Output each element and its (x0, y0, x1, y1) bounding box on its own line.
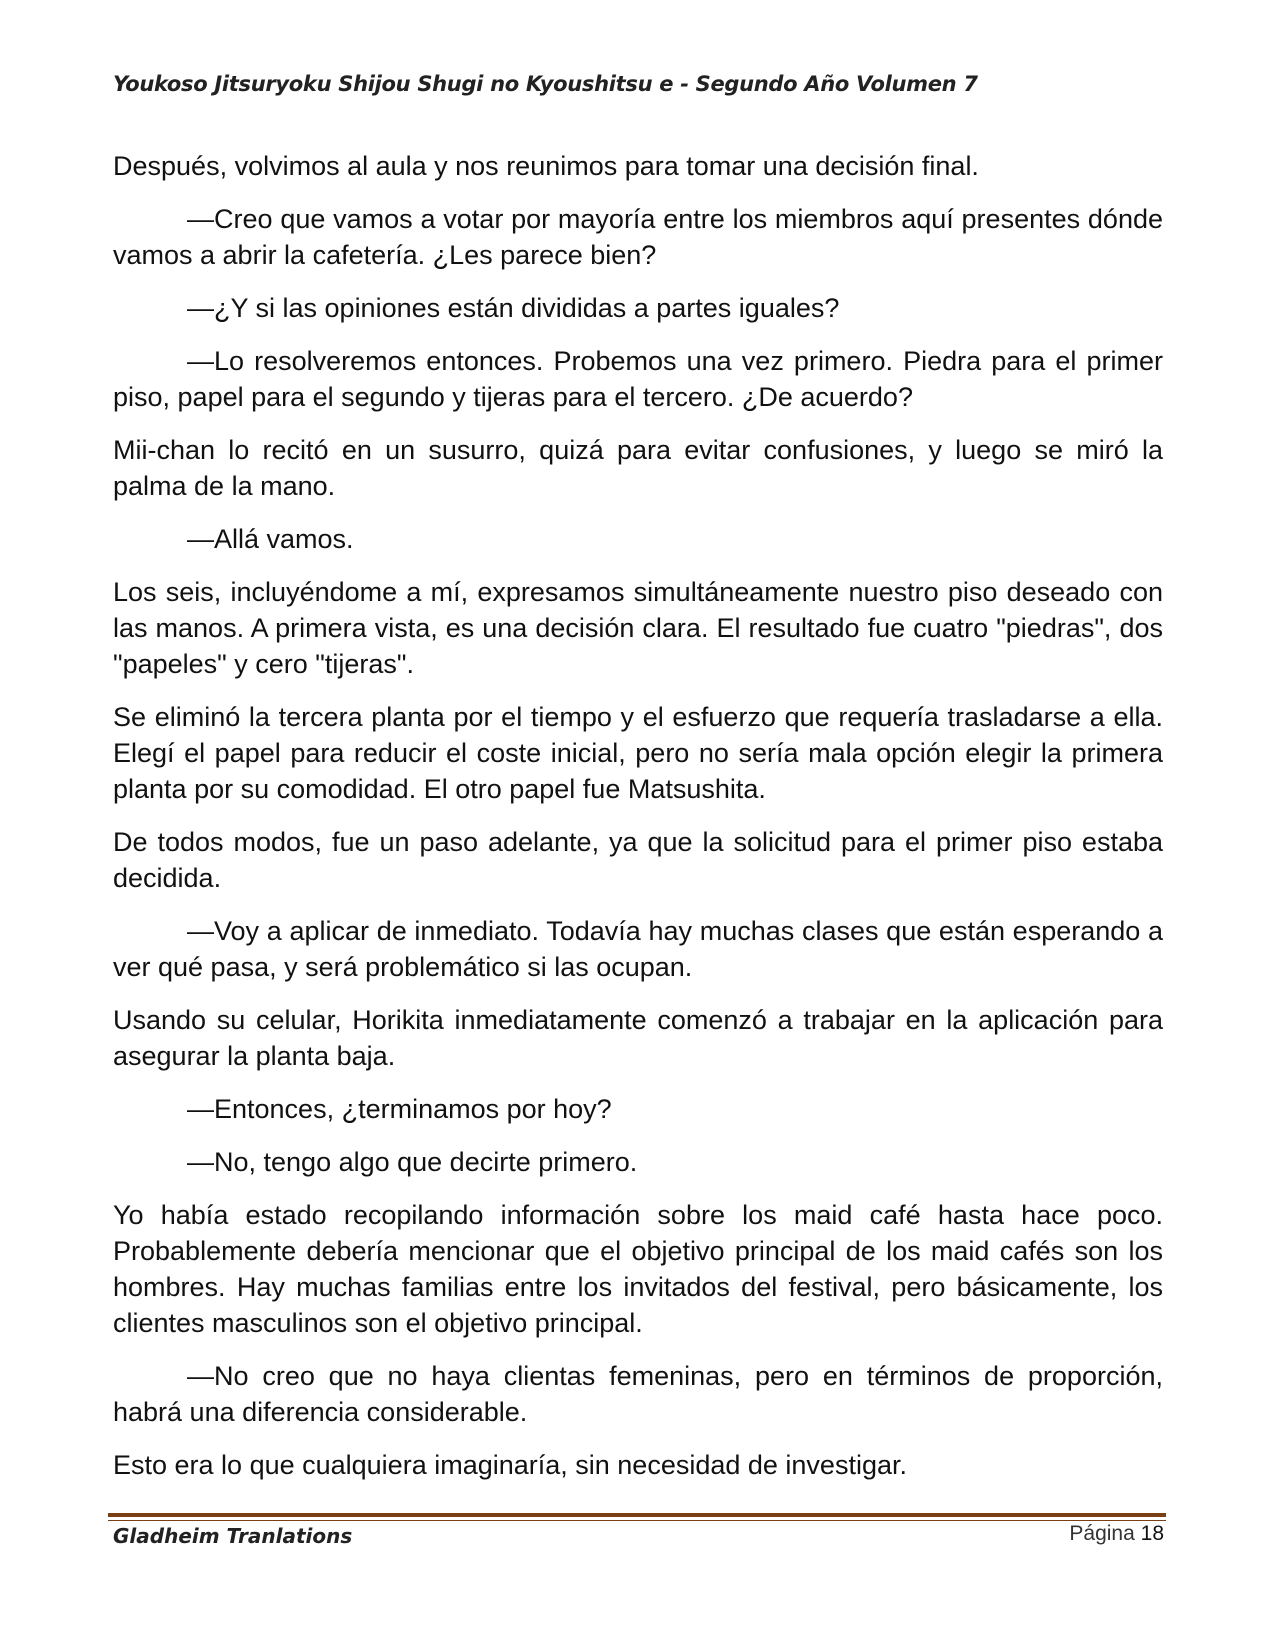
dialogue-paragraph: —No, tengo algo que decirte primero. (187, 1147, 638, 1177)
paragraph: Usando su celular, Horikita inmediatamente comenzó a trabajar en la aplicación para asegurar la planta baja. (113, 1005, 1163, 1071)
page-number: 18 (1140, 1522, 1164, 1545)
footer-credit: Gladheim Tranlations (113, 1524, 353, 1548)
running-header-title: Youkoso Jitsuryoku Shijou Shugi no Kyoushitsu e - Segundo Año Volumen 7 (113, 72, 978, 96)
paragraph: Después, volvimos al aula y nos reunimos para tomar una decisión final. (113, 151, 979, 181)
paragraph: Esto era lo que cualquiera imaginaría, sin necesidad de investigar. (113, 1450, 907, 1480)
dialogue-paragraph: —Entonces, ¿terminamos por hoy? (187, 1094, 612, 1124)
footer-divider-thin (108, 1520, 1166, 1521)
dialogue-paragraph: —Voy a aplicar de inmediato. Todavía hay muchas clases que están esperando a ver qué pasa, y será problemático si las ocupan. (113, 916, 1163, 982)
dialogue-paragraph: —No creo que no haya clientas femeninas, pero en términos de proporción, habrá una diferencia considerable. (113, 1361, 1163, 1427)
paragraph: De todos modos, fue un paso adelante, ya que la solicitud para el primer piso estaba decidida. (113, 827, 1163, 893)
page-label: Página (1069, 1522, 1135, 1545)
page-number-block (1069, 1522, 1164, 1546)
dialogue-paragraph: —Lo resolveremos entonces. Probemos una vez primero. Piedra para el primer piso, papel para el segundo y tijeras para el tercero. ¿De acuerdo? (113, 346, 1163, 412)
body-text (113, 148, 1163, 1500)
paragraph: Yo había estado recopilando información sobre los maid café hasta hace poco. Probablemente debería mencionar que el objetivo principal de los maid cafés son los hombres. Hay muchas familias entre los invitados del festival, pero básicamente, los clientes masculinos son el objetivo principal. (113, 1200, 1163, 1338)
dialogue-paragraph: —Creo que vamos a votar por mayoría entre los miembros aquí presentes dónde vamos a abrir la cafetería. ¿Les parece bien? (113, 204, 1163, 270)
paragraph: Mii-chan lo recitó en un susurro, quizá para evitar confusiones, y luego se miró la palma de la mano. (113, 435, 1163, 501)
footer-divider-thick (108, 1513, 1166, 1517)
paragraph: Se eliminó la tercera planta por el tiempo y el esfuerzo que requería trasladarse a ella. Elegí el papel para reducir el coste inicial, pero no sería mala opción elegir la primera planta por su comodidad. El otro papel fue Matsushita. (113, 702, 1163, 804)
paragraph: Los seis, incluyéndome a mí, expresamos simultáneamente nuestro piso deseado con las manos. A primera vista, es una decisión clara. El resultado fue cuatro "piedras", dos "papeles" y cero "tijeras". (113, 577, 1163, 679)
dialogue-paragraph: —Allá vamos. (187, 524, 354, 554)
dialogue-paragraph: —¿Y si las opiniones están divididas a partes iguales? (187, 293, 840, 323)
